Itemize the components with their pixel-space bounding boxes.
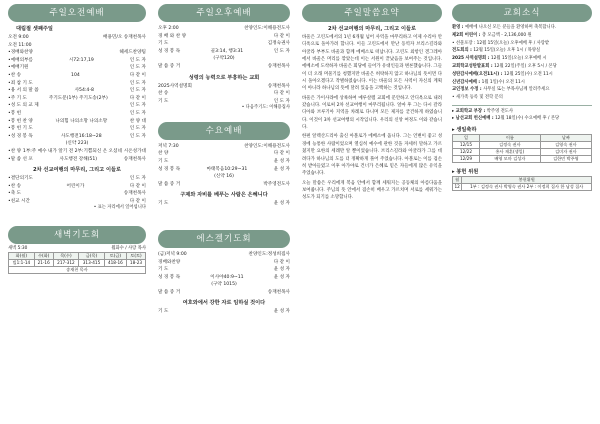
table-cell: 1부 : 김정숙 권사 박영숙 권사 2부 : 이정희 집사 한 남성 집사 — [462, 183, 592, 190]
item-detail: (신약 223) — [65, 141, 89, 147]
news-key: 교인정보 수정 : — [452, 87, 484, 93]
wednesday-order — [158, 143, 290, 189]
liturgical-subtitle: 대림절 셋째주일 — [16, 26, 53, 32]
order-item — [158, 289, 290, 297]
item-label: •친교 시간 — [8, 198, 30, 204]
item-detail: 시72:17,19 — [68, 57, 94, 63]
news-value: 예배에 나오신 모든 분들을 환영하며 축복합니다. — [465, 25, 557, 30]
order-item — [158, 33, 290, 41]
item-label: •봉 헌 기 도 — [8, 126, 33, 132]
order-item — [8, 72, 146, 80]
item-label: (금)저녁 9:00 — [158, 251, 187, 257]
news-key: 2025 사역설명회 : — [452, 56, 491, 62]
table-cell: 12 — [454, 183, 460, 189]
item-label: •봉 헌 찬 양 — [8, 118, 33, 124]
offering-duty-table — [452, 176, 592, 191]
announcements-list — [452, 109, 592, 123]
table-row — [453, 141, 592, 148]
item-label: •성 도 의 교 제 — [8, 103, 39, 109]
table-cell: 토(토) — [127, 253, 146, 260]
summary-paragraph-1: 바울은 고린도에서의 1년 6개월 넘어 사역을 마무리하고 이제 수리아 안디옥으로 돌아가려 합니다. 이들 고린도에서 만난 동역자 브리스길라와 아굴라 부부도 바울과 함께 에베소로 떠납니다. 고린도 외항인 겐그레아에서 바울은 머리를 깎았는데 이는 서원이 끝났음을 보여주는 것입니다. 에베소에 도착하자 바울은 회당에 들어가 유대인들과 변론했습니다. 그들이 더 오래 머물기를 청했지만 바울은 허락하지 않고 하나님의 뜻이면 다시 돌아오겠다고 작별하였습니다. 이는 바울의 모든 사역이 자신의 계획이 아니라 하나님의 뜻에 달려 있음을 고백하는 것입니다. — [302, 35, 442, 92]
column-church-news — [452, 4, 592, 191]
wednesday-order-2 — [158, 200, 290, 208]
order-item — [8, 42, 146, 50]
news-value: • 선물포장 : 12월 15일(오늘) 오후예배 후 / 사랑밭 — [452, 40, 550, 46]
table-cell: 날짜 — [540, 134, 591, 141]
dawn-prayer-header: 새벽기도회 — [8, 226, 146, 244]
dawn-schedule-table — [8, 252, 146, 274]
item-leader: 윤 성 자 — [273, 158, 290, 164]
table-cell: 일 — [453, 134, 480, 141]
item-leader: 송재천목사 — [123, 191, 146, 197]
order-item — [158, 173, 290, 181]
item-leader: 윤 성 자 — [273, 267, 290, 273]
item-detail: 사도행전 강해(51) — [59, 156, 98, 162]
item-label: 경 배 와 찬 양 — [158, 33, 187, 39]
item-label: 기 도 — [158, 201, 169, 207]
item-label: •예배기원 — [8, 65, 29, 71]
item-detail — [39, 102, 130, 110]
item-leader: 다 같 이 — [129, 72, 146, 78]
item-detail — [179, 143, 244, 151]
news-item — [452, 80, 592, 86]
order-item — [158, 158, 290, 166]
order-item — [8, 118, 146, 126]
news-item — [452, 48, 592, 54]
item-leader: 박주영전도사 — [263, 181, 290, 187]
order-item — [158, 308, 290, 316]
order-item — [8, 140, 146, 148]
order-item — [158, 63, 290, 71]
birthday-table — [452, 134, 592, 163]
news-key: 전도회의 : — [452, 48, 474, 54]
table-cell: 목(수) — [53, 253, 79, 260]
order-item — [158, 150, 290, 158]
dawn-leader: 월화수 / 사랑 목사 — [111, 245, 146, 251]
order-item — [8, 125, 146, 133]
order-item — [8, 110, 146, 118]
item-leader: 윤 성 자 — [273, 201, 290, 207]
item-label: 경배와찬양 — [158, 259, 181, 265]
order-item — [8, 190, 146, 198]
item-leader: 인 도 자 — [129, 133, 146, 139]
table-cell: 이름 — [479, 134, 540, 141]
column-morning-worship — [8, 4, 146, 274]
summary-title: 2차 선교여행의 마무리, 그리고 이들로 — [328, 26, 416, 32]
item-detail — [21, 190, 124, 198]
item-detail: 사54:4-8 — [74, 88, 94, 94]
afternoon-order-2 — [158, 83, 290, 106]
item-label: 찬 송 — [158, 91, 169, 97]
item-detail: 이사야40:9~11 — [210, 274, 244, 280]
news-item — [452, 64, 592, 70]
item-label: •찬 송 — [8, 183, 22, 189]
news-item — [452, 95, 592, 101]
order-of-worship — [8, 49, 146, 163]
service-times — [8, 34, 146, 49]
item-leader: 찬 양 대 — [129, 118, 146, 124]
news-key: 제2회 어린이 : — [452, 32, 482, 38]
item-detail — [29, 34, 103, 42]
news-list — [452, 25, 592, 102]
item-label: •주 기 도 — [8, 95, 27, 101]
table-row — [453, 148, 592, 155]
table-cell: 금(목) — [79, 253, 105, 260]
news-value: • 새가족 등록 및 전학 문의 — [452, 95, 503, 101]
afternoon-worship-header: 주일오후예배 — [158, 4, 290, 22]
summary-paragraph-2: 바울은 가이사랴에 상륙하여 예루살렘 교회에 문안하고 안디옥으로 내려갔습니다. 이로써 2차 선교여행이 마무리됩니다. 얼마 후 그는 다시 갈라디아와 브루기아 지역을 차례로 다니며 모든 제자를 굳건하게 하였습니다. 이것이 3차 선교여행의 시작입니다. 우리의 신앙 여정도 이와 같습니다. — [302, 95, 442, 131]
item-label: •죄 참 기 도 — [8, 80, 33, 86]
item-detail — [168, 40, 267, 48]
item-detail: (구약 1015) — [211, 282, 237, 288]
item-label: •성 경 봉 독 — [8, 133, 33, 139]
order-item — [158, 181, 290, 189]
item-label: 성 경 봉 독 — [158, 166, 181, 172]
order-item — [8, 183, 146, 191]
item-leader: 헤세드찬양팀 — [119, 50, 146, 56]
item-detail: (신약 16) — [214, 174, 234, 180]
afternoon-order — [158, 25, 290, 71]
news-value: 총 모금액 - 2,136,000 원 — [481, 32, 532, 38]
news-value: 12월 18일(수) 수요예배 후 / 본당 — [495, 116, 560, 122]
summary-paragraph-3: 한편 알렉산드리아 출신 아볼로가 에베소에 옵니다. 그는 언변이 좋고 성경에 능통한 사람이었으며 열심히 예수에 관한 것을 자세히 말하고 가르쳤지만 요한의 세례만 알 뿐이었습니다. 브리스길라와 아굴라가 그를 데려다가 하나님의 도를 더 정확하게 풀어 주었습니다. 아볼로는 이를 겸손히 받아들였고 이후 아가야로 건너가 은혜로 믿은 자들에게 많은 유익을 주었습니다. — [302, 134, 442, 177]
item-leader: 배용민/오 송재천목사 — [103, 35, 146, 40]
order-item — [158, 266, 290, 274]
item-detail — [180, 289, 268, 297]
item-leader: 송재천목사 — [267, 83, 290, 89]
item-label: 성 경 봉 독 — [158, 48, 181, 54]
news-key: 신년감사예배 : — [452, 79, 482, 85]
order-item — [158, 83, 290, 91]
item-label: 기 도 — [158, 98, 169, 104]
item-label: 찬 양 — [158, 151, 169, 157]
table-cell: 김미자 권사 — [540, 148, 591, 155]
order-item — [158, 143, 290, 151]
item-label: 기 도 — [158, 41, 169, 47]
friday-sermon: 여호와에서 강한 자로 임하실 것이다 — [182, 300, 266, 307]
item-detail — [180, 63, 268, 71]
table-cell: 18-23 — [127, 260, 146, 267]
item-detail: 마태복음10:29~31 — [206, 166, 248, 172]
item-detail: (구약120) — [213, 56, 235, 62]
wednesday-sermon: 구제와 자비를 베푸는 사람은 은혜니다 — [180, 192, 268, 199]
standing-note: • 표는 자리에서 일어섭니다 — [93, 205, 146, 211]
item-label: •찬 양 — [8, 148, 22, 154]
friday-order-2 — [158, 308, 290, 316]
item-leader: 찬양인도:정성희집사 — [248, 251, 290, 257]
news-value: 12월 15일(오늘) 오후예배 시 — [490, 56, 547, 62]
item-detail — [180, 181, 263, 189]
table-cell: 217-312 — [53, 260, 79, 267]
item-label: •축 도 — [8, 191, 22, 197]
item-label: •말 씀 선 포 — [8, 156, 33, 162]
item-detail — [187, 251, 249, 259]
table-cell: 418-16 — [104, 260, 126, 267]
order-item — [8, 156, 146, 164]
item-leader: 인 도 자 — [273, 48, 290, 54]
news-value: 12월 25일(수) 오전 11시 — [503, 71, 553, 77]
item-leader: 다 같 이 — [273, 33, 290, 39]
item-leader: 인 도 자 — [129, 80, 146, 86]
news-key: 교회학교성탄발표회 : — [452, 63, 495, 69]
item-label: •결단의기도 — [8, 176, 33, 182]
news-value: 사무실 또는 부목사님께 알려주세요 — [483, 87, 550, 93]
order-item — [158, 200, 290, 208]
order-item — [8, 95, 146, 103]
item-detail: 주기도문(1부) 주기도송(2부) — [48, 95, 108, 101]
item-leader: 윤 성 자 — [273, 274, 290, 280]
item-detail — [168, 200, 273, 208]
item-detail — [21, 110, 130, 118]
column-sermon-summary — [302, 4, 442, 202]
news-item — [452, 25, 592, 31]
item-detail — [168, 266, 273, 274]
item-leader: 다 같 이 — [129, 198, 146, 204]
item-leader: 찬양인도:이해용전도사 — [244, 143, 290, 149]
table-cell: 빌1:1-14 — [9, 260, 35, 267]
item-detail — [33, 80, 130, 88]
order-item — [158, 48, 290, 56]
item-detail: 나의힘 나의소망 나의소망 — [55, 118, 108, 124]
item-leader: 다 같 이 — [129, 95, 146, 101]
item-label: 2025사역설명회 — [158, 83, 192, 89]
order-item — [158, 55, 290, 63]
morning-worship-header: 주일오전예배 — [8, 4, 146, 22]
item-leader: 다 같 이 — [273, 151, 290, 157]
friday-order — [158, 251, 290, 297]
item-leader: 인 도 자 — [129, 103, 146, 109]
item-leader: 다 같 이 — [273, 259, 290, 265]
item-leader: 송재천목사 — [267, 289, 290, 295]
order-item — [158, 40, 290, 48]
order-item — [8, 64, 146, 72]
item-detail — [28, 64, 129, 72]
table-cell: 배영 모마 김성자 — [479, 155, 540, 162]
item-detail — [168, 90, 273, 98]
item-detail — [186, 33, 274, 41]
table-cell: 홍사 재훈(생일) — [479, 148, 540, 155]
item-leader: 윤 성 자 — [273, 309, 290, 315]
item-detail — [33, 125, 130, 133]
item-detail: 1부:주 예수 내가 알기 전 2부:기쁨되신 온 오셨네 — [22, 148, 122, 154]
sermon-title: 2차 선교여행의 마무리, 그리고 이들로 — [33, 167, 121, 174]
order-item — [8, 102, 146, 110]
item-label: 기 도 — [158, 309, 169, 315]
item-leader: 인 도 자 — [129, 176, 146, 182]
table-cell: 수(화) — [34, 253, 53, 260]
order-item — [158, 251, 290, 259]
order-item — [158, 166, 290, 174]
order-item — [8, 34, 146, 42]
item-label: 기 도 — [158, 158, 169, 164]
item-label: 기 도 — [158, 267, 169, 273]
news-item — [452, 33, 592, 39]
item-leader: 인 도 자 — [129, 57, 146, 63]
closing-order — [8, 175, 146, 205]
table-cell: 21-16 — [34, 260, 53, 267]
item-leader: 시온성가대 — [123, 148, 146, 154]
sermon-summary-header: 주일말씀요약 — [302, 4, 442, 22]
item-leader: 인 도 자 — [273, 98, 290, 104]
item-label: 말 씀 증 거 — [158, 181, 181, 187]
table-cell: 월 — [453, 176, 462, 183]
item-label: 성 경 봉 독 — [158, 274, 181, 280]
table-cell: 토(금) — [104, 253, 126, 260]
item-label: •경배와찬양 — [8, 50, 33, 56]
item-label: 말 씀 증 거 — [158, 63, 181, 69]
item-leader: 인 도 자 — [129, 110, 146, 116]
news-item — [452, 116, 592, 122]
item-leader: 윤 성 자 — [273, 166, 290, 172]
news-key: 성탄감사예배(오전11시) : — [452, 71, 504, 77]
summary-paragraph-4: 오늘 말씀은 우리에게 복음 안에서 함께 세워지는 공동체의 아름다움을 보여줍니다. 주님의 뜻 안에서 겸손히 배우고 가르치며 서로를 세워가는 성도가 되기를 소망합니다. — [302, 180, 442, 201]
item-label: 오전 11:00 — [8, 42, 32, 48]
item-detail — [168, 158, 273, 166]
item-detail: 어린이가 — [66, 183, 85, 189]
item-label: 오후 2:00 — [158, 26, 179, 31]
order-item — [8, 57, 146, 65]
news-item — [452, 56, 592, 62]
order-item — [8, 133, 146, 141]
offering-duty-heading: ▸ 봉헌 위원 — [452, 168, 479, 175]
table-cell: 봉헌위원 — [462, 176, 592, 183]
item-label: •용 서 의 말 씀 — [8, 88, 39, 94]
dawn-time: 새벽 5:30 — [8, 245, 28, 251]
item-detail — [168, 308, 273, 316]
order-item — [158, 274, 290, 282]
column-afternoon-worship — [158, 4, 290, 316]
table-cell: 12/22 — [453, 148, 480, 155]
item-leader: 다 같 이 — [129, 183, 146, 189]
dawn-preacher: 송재천 목사 — [9, 267, 146, 274]
item-detail — [179, 25, 244, 33]
ezekiel-prayer-header: 에스겔기도회 — [158, 230, 290, 248]
table-cell: 김영숙 권사 — [540, 141, 591, 148]
item-leader: 인 도 자 — [129, 88, 146, 94]
news-value: 1월 1일(수) 오전 11시 — [481, 79, 525, 85]
order-item — [8, 87, 146, 95]
wednesday-header: 수요예배 — [158, 122, 290, 140]
table-row — [453, 155, 592, 162]
news-key: ▸ 남선교회 헌신예배 : — [452, 116, 496, 122]
news-value: 12월 15일(오늘) 오후 1시 / 목양실 — [473, 48, 541, 54]
order-item — [8, 49, 146, 57]
news-item — [452, 109, 592, 115]
item-detail: 104 — [71, 72, 80, 78]
item-label: 말 씀 증 거 — [158, 289, 181, 295]
item-detail — [180, 259, 274, 267]
news-item — [452, 87, 592, 93]
table-cell: 12/29 — [453, 155, 480, 162]
item-label: •찬 송 — [8, 72, 22, 78]
order-item — [158, 90, 290, 98]
item-leader: 인 도 자 — [129, 65, 146, 71]
table-cell: 화(월) — [9, 253, 35, 260]
item-leader: 송재천목사 — [267, 63, 290, 69]
table-cell: 김정숙 권사 — [479, 141, 540, 148]
order-item — [8, 175, 146, 183]
table-cell: 김한민 박주영 — [540, 155, 591, 162]
afternoon-sermon: 성령의 능력으로 부흥하는 교회 — [188, 74, 260, 81]
item-leader: 찬양인도:이해용전도사 — [244, 26, 290, 31]
birthday-heading: ▸ 생일축하 — [452, 126, 477, 133]
item-leader: 인 도 자 — [129, 126, 146, 132]
item-leader: 김정숙권사 — [267, 41, 290, 47]
news-item — [452, 72, 592, 78]
item-label: •예배의부름 — [8, 57, 33, 63]
order-item — [8, 80, 146, 88]
item-leader: 송재천목사 — [123, 156, 146, 162]
item-detail — [33, 49, 119, 57]
news-value: 박주영 전도사 — [486, 108, 514, 114]
item-label: 오전 9:00 — [8, 35, 29, 40]
afternoon-note: • 다음주기도: 이해용집사 — [241, 105, 290, 111]
news-key: 환영 : — [452, 25, 466, 30]
church-news-header: 교회소식 — [452, 4, 592, 22]
order-item — [158, 259, 290, 267]
item-detail — [192, 83, 268, 91]
table-row — [453, 183, 592, 190]
item-leader: 다 같 이 — [273, 91, 290, 97]
item-detail — [168, 150, 273, 158]
news-value: 12월 22일(주일) 오후 5시 / 본당 — [494, 63, 557, 69]
news-item — [452, 41, 592, 47]
item-detail — [33, 175, 130, 183]
table-cell: 313-415 — [79, 260, 105, 267]
item-label: 저녁 7:30 — [158, 143, 179, 149]
order-item — [8, 148, 146, 156]
item-detail: 골3:14, 행3:31 — [210, 48, 244, 54]
news-key: ▸ 교회학교 부장 : — [452, 108, 487, 114]
item-label: •봉 헌 — [8, 110, 22, 116]
order-item — [158, 281, 290, 289]
item-detail — [32, 42, 146, 50]
order-item — [158, 25, 290, 33]
item-detail: 사도행전16:18~28 — [60, 133, 102, 139]
table-cell: 12/15 — [453, 141, 480, 148]
